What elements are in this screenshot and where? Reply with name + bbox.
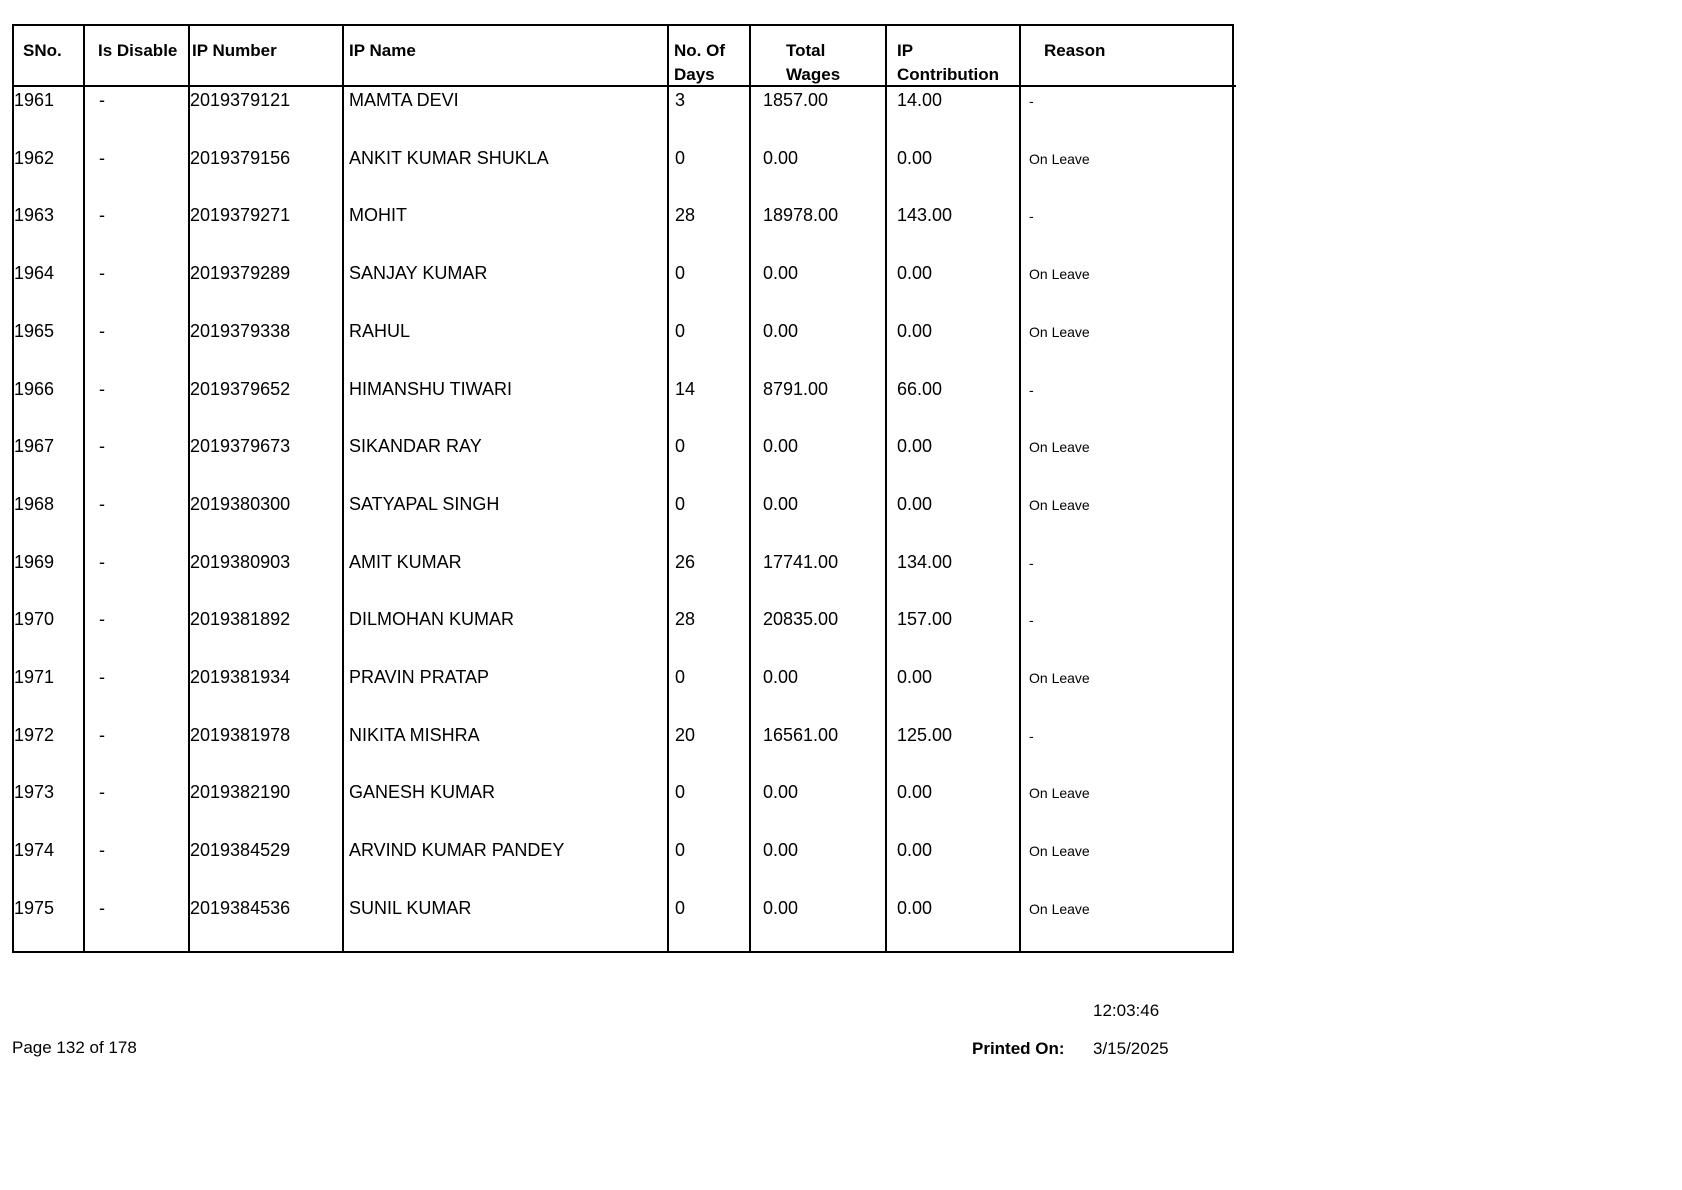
cell-wages: 0.00	[763, 320, 799, 341]
cell-is-disable: -	[99, 609, 105, 630]
cell-sno: 1971	[14, 667, 55, 687]
cell-ip-number: 2019380300	[190, 493, 291, 514]
cell-sno: 1963	[14, 205, 55, 226]
cell-is-disable: -	[99, 840, 105, 861]
header-ip-name: IP Name	[349, 41, 416, 60]
header-days-line1: No. Of	[674, 41, 725, 60]
cell-sno: 1975	[14, 897, 55, 918]
cell-contribution: 66.00	[897, 378, 943, 399]
cell-sno: 1964	[14, 263, 55, 284]
cell-is-disable: -	[99, 320, 105, 341]
cell-days: 0	[675, 493, 686, 514]
cell-is-disable: -	[99, 724, 105, 745]
cell-ip-name: SUNIL KUMAR	[349, 897, 472, 918]
cell-wages: 0.00	[763, 840, 799, 861]
cell-ip-number: 2019380903	[190, 551, 291, 572]
cell-sno: 1973	[14, 782, 55, 803]
cell-days: 0	[675, 436, 686, 457]
cell-ip-name: SIKANDAR RAY	[349, 436, 482, 457]
cell-ip-number: 2019379289	[190, 263, 291, 284]
cell-contribution: 134.00	[897, 551, 953, 572]
cell-contribution: 0.00	[897, 667, 933, 687]
cell-contribution: 0.00	[897, 436, 933, 457]
cell-sno: 1967	[14, 436, 55, 457]
cell-ip-name: NIKITA MISHRA	[349, 724, 480, 745]
cell-is-disable: -	[99, 897, 105, 918]
cell-is-disable: -	[99, 667, 105, 687]
cell-sno: 1969	[14, 551, 55, 572]
cell-is-disable: -	[99, 378, 105, 399]
cell-days: 0	[675, 147, 686, 168]
cell-reason: On Leave	[1029, 900, 1090, 917]
page-info: Page 132 of 178	[12, 1038, 137, 1057]
cell-ip-name: RAHUL	[349, 320, 411, 341]
cell-reason: On Leave	[1029, 670, 1090, 686]
header-days-line2: Days	[674, 65, 715, 84]
header-divider	[14, 85, 1236, 87]
header-reason: Reason	[1044, 41, 1106, 60]
cell-ip-number: 2019379652	[190, 378, 291, 399]
cell-sno: 1962	[14, 147, 55, 168]
cell-ip-number: 2019379121	[190, 90, 291, 110]
cell-reason: -	[1029, 93, 1034, 109]
cell-contribution: 0.00	[897, 493, 933, 514]
cell-is-disable: -	[99, 90, 105, 110]
cell-is-disable: -	[99, 205, 105, 226]
cell-contribution: 0.00	[897, 263, 933, 284]
cell-wages: 0.00	[763, 782, 799, 803]
column-divider	[885, 26, 887, 951]
cell-contribution: 0.00	[897, 320, 933, 341]
cell-days: 20	[675, 724, 696, 745]
cell-wages: 20835.00	[763, 609, 839, 630]
cell-sno: 1974	[14, 840, 55, 861]
header-ip-number: IP Number	[192, 41, 277, 60]
cell-days: 0	[675, 320, 686, 341]
cell-ip-name: ANKIT KUMAR SHUKLA	[349, 147, 549, 168]
cell-ip-number: 2019381934	[190, 667, 291, 687]
cell-ip-name: DILMOHAN KUMAR	[349, 609, 515, 630]
cell-wages: 1857.00	[763, 90, 829, 110]
cell-wages: 17741.00	[763, 551, 839, 572]
cell-contribution: 125.00	[897, 724, 953, 745]
cell-wages: 0.00	[763, 493, 799, 514]
cell-is-disable: -	[99, 147, 105, 168]
cell-sno: 1970	[14, 609, 55, 630]
cell-contribution: 0.00	[897, 782, 933, 803]
column-divider	[83, 26, 85, 951]
contribution-table	[12, 24, 1234, 953]
cell-is-disable: -	[99, 493, 105, 514]
cell-contribution: 14.00	[897, 90, 943, 110]
cell-contribution: 0.00	[897, 147, 933, 168]
cell-sno: 1961	[14, 90, 55, 110]
printed-time: 12:03:46	[1093, 1001, 1160, 1020]
cell-ip-name: SANJAY KUMAR	[349, 263, 488, 284]
cell-wages: 0.00	[763, 667, 799, 687]
cell-reason: -	[1029, 554, 1034, 571]
cell-ip-number: 2019381892	[190, 609, 291, 630]
cell-reason: On Leave	[1029, 496, 1090, 513]
cell-is-disable: -	[99, 782, 105, 803]
cell-wages: 0.00	[763, 436, 799, 457]
cell-contribution: 143.00	[897, 205, 953, 226]
cell-reason: -	[1029, 727, 1034, 744]
column-divider	[749, 26, 751, 951]
cell-ip-name: SATYAPAL SINGH	[349, 493, 500, 514]
cell-ip-name: PRAVIN PRATAP	[349, 667, 490, 687]
cell-reason: -	[1029, 208, 1034, 225]
cell-days: 28	[675, 205, 696, 226]
cell-ip-name: MAMTA DEVI	[349, 90, 459, 110]
cell-reason: On Leave	[1029, 323, 1090, 340]
header-is-disable: Is Disable	[98, 41, 178, 60]
cell-days: 0	[675, 840, 686, 861]
cell-ip-number: 2019381978	[190, 724, 291, 745]
cell-wages: 0.00	[763, 263, 799, 284]
cell-is-disable: -	[99, 263, 105, 284]
printed-on-label: Printed On:	[972, 1039, 1065, 1058]
cell-ip-number: 2019382190	[190, 782, 291, 803]
cell-reason: -	[1029, 612, 1034, 629]
cell-ip-number: 2019384536	[190, 897, 291, 918]
column-divider	[1019, 26, 1021, 951]
cell-days: 0	[675, 667, 686, 687]
header-sno: SNo.	[23, 41, 62, 60]
column-divider	[342, 26, 344, 951]
cell-contribution: 0.00	[897, 840, 933, 861]
cell-is-disable: -	[99, 436, 105, 457]
cell-reason: On Leave	[1029, 785, 1090, 802]
cell-days: 0	[675, 782, 686, 803]
cell-ip-number: 2019379338	[190, 320, 291, 341]
cell-wages: 0.00	[763, 897, 799, 918]
cell-days: 28	[675, 609, 696, 630]
cell-days: 26	[675, 551, 696, 572]
cell-ip-name: HIMANSHU TIWARI	[349, 378, 513, 399]
cell-contribution: 0.00	[897, 897, 933, 918]
cell-is-disable: -	[99, 551, 105, 572]
cell-reason: On Leave	[1029, 266, 1090, 283]
cell-days: 14	[675, 378, 696, 399]
cell-sno: 1965	[14, 320, 55, 341]
cell-ip-number: 2019384529	[190, 840, 291, 861]
header-wages-line2: Wages	[786, 65, 841, 84]
header-contribution-line1: IP	[897, 41, 914, 60]
cell-ip-name: ARVIND KUMAR PANDEY	[349, 840, 565, 861]
cell-reason: On Leave	[1029, 439, 1090, 456]
header-wages-line1: Total	[786, 41, 826, 60]
cell-sno: 1968	[14, 493, 55, 514]
cell-sno: 1972	[14, 724, 55, 745]
cell-wages: 16561.00	[763, 724, 839, 745]
cell-sno: 1966	[14, 378, 55, 399]
cell-contribution: 157.00	[897, 609, 953, 630]
header-contribution-line2: Contribution	[897, 65, 999, 84]
cell-ip-number: 2019379271	[190, 205, 291, 226]
cell-days: 3	[675, 90, 686, 110]
cell-wages: 18978.00	[763, 205, 839, 226]
cell-wages: 0.00	[763, 147, 799, 168]
cell-days: 0	[675, 897, 686, 918]
cell-ip-number: 2019379673	[190, 436, 291, 457]
cell-ip-number: 2019379156	[190, 147, 291, 168]
cell-ip-name: MOHIT	[349, 205, 407, 226]
cell-reason: On Leave	[1029, 843, 1090, 860]
cell-ip-name: GANESH KUMAR	[349, 782, 496, 803]
cell-days: 0	[675, 263, 686, 284]
column-divider	[667, 26, 669, 951]
cell-reason: On Leave	[1029, 150, 1090, 167]
cell-wages: 8791.00	[763, 378, 829, 399]
printed-date: 3/15/2025	[1093, 1039, 1169, 1058]
cell-reason: -	[1029, 381, 1034, 398]
cell-ip-name: AMIT KUMAR	[349, 551, 462, 572]
